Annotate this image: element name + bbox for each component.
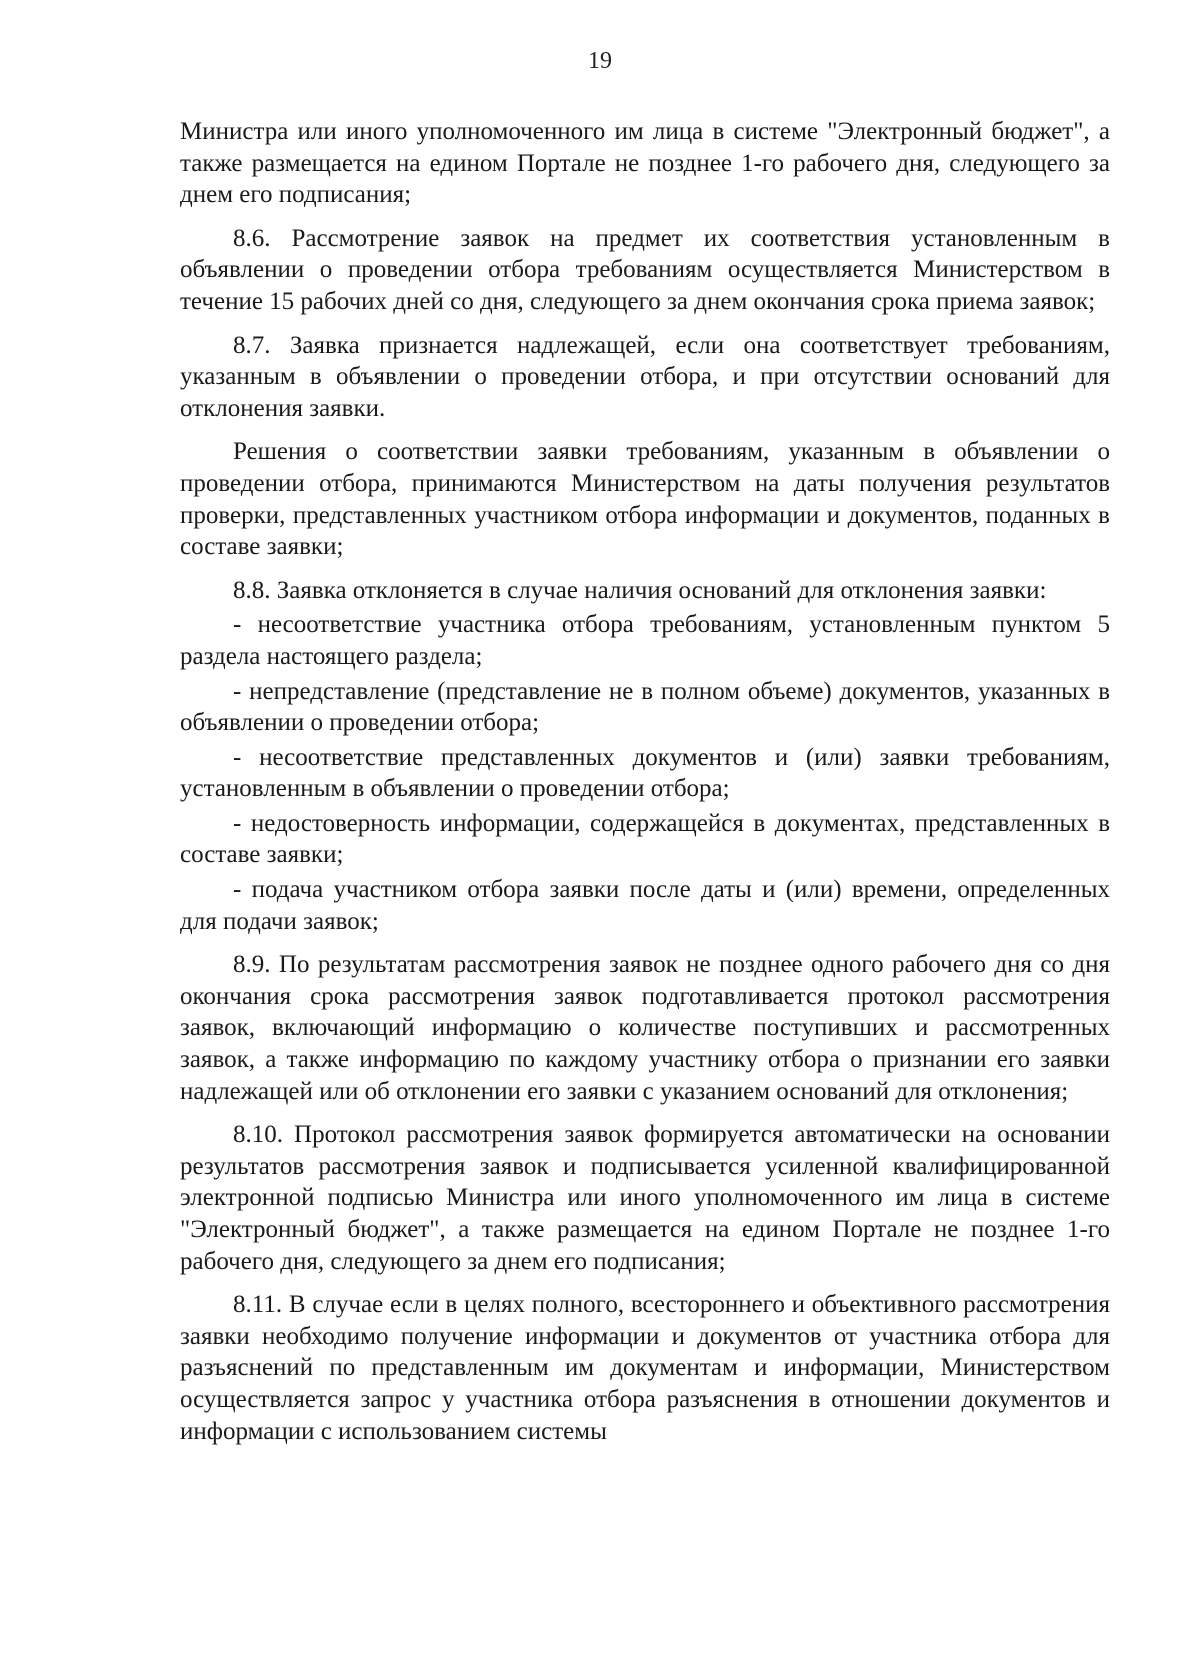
paragraph-continuation: Министра или иного уполномоченного им лица в системе "Электронный бюджет", а также размещается на едином Портале не позднее 1-го рабочего дня, следующего за днем его подписания; — [180, 118, 1110, 209]
paragraph-8-9: 8.9. По результатам рассмотрения заявок не позднее одного рабочего дня со дня окончания срока рассмотрения заявок подготавливается протокол рассмотрения заявок, включающий информацию о количестве поступивших и рассмотренных заявок, а также информацию по каждому участнику отбора о признании его заявки надлежащей или об отклонении его заявки с указанием оснований для отклонения; — [180, 951, 1110, 1105]
page-number: 19 — [588, 48, 612, 74]
list-item-rejection-reason: - непредставление (представление не в полном объеме) документов, указанных в объявлении о проведении отбора; — [180, 677, 1110, 737]
paragraph-8-7: 8.7. Заявка признается надлежащей, если она соответствует требованиям, указанным в объявлении о проведении отбора, и при отсутствии оснований для отклонения заявки. — [180, 331, 1110, 422]
paragraph-8-6: 8.6. Рассмотрение заявок на предмет их соответствия установленным в объявлении о проведении отбора требованиям осуществляется Министерством в течение 15 рабочих дней со дня, следующего за днем окончания срока приема заявок; — [180, 224, 1110, 315]
list-item-rejection-reason: - несоответствие представленных документов и (или) заявки требованиям, установленным в объявлении о проведении отбора; — [180, 743, 1110, 803]
list-item-rejection-reason: - несоответствие участника отбора требованиям, установленным пунктом 5 раздела настоящего раздела; — [180, 611, 1110, 670]
paragraph-8-10: 8.10. Протокол рассмотрения заявок формируется автоматически на основании результатов рассмотрения заявок и подписывается усиленной квалифицированной электронной подписью Министра или иного уполномоченного им лица в системе "Электронный бюджет", а также размещается на едином Портале не позднее 1-го рабочего дня, следующего за днем его подписания; — [180, 1121, 1110, 1275]
list-item-rejection-reason: - недостоверность информации, содержащейся в документах, представленных в составе заявки; — [180, 809, 1110, 869]
paragraph-8-11: 8.11. В случае если в целях полного, всестороннего и объективного рассмотрения заявки необходимо получение информации и документов от участника отбора для разъяснений по представленным им документам и информации, Министерством осуществляется запрос у участника отбора разъяснения в отношении документов и информации с использованием системы — [180, 1291, 1110, 1445]
paragraph-decisions: Решения о соответствии заявки требованиям, указанным в объявлении о проведении отбора, принимаются Министерством на даты получения результатов проверки, представленных участником отбора информации и документов, поданных в составе заявки; — [180, 438, 1110, 561]
paragraph-8-8: 8.8. Заявка отклоняется в случае наличия оснований для отклонения заявки: — [233, 576, 1047, 604]
document-body — [180, 116, 1110, 1459]
list-item-rejection-reason: - подача участником отбора заявки после даты и (или) времени, определенных для подачи заявок; — [180, 876, 1110, 935]
